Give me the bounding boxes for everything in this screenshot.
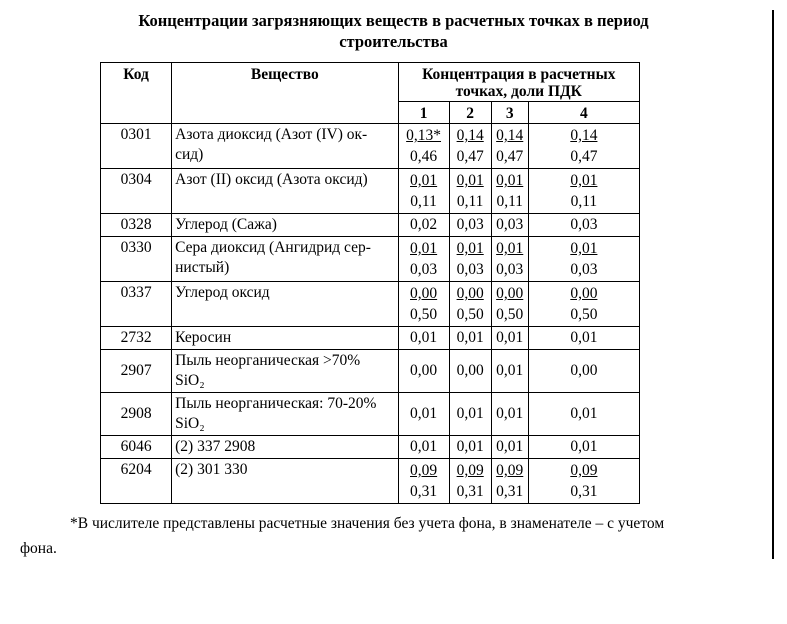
concentration-value-cell (528, 459, 639, 504)
document-title (20, 10, 767, 52)
point-column-header: 3 (491, 102, 528, 124)
table-row (101, 282, 640, 327)
value-with-background: 0,31 (456, 483, 484, 500)
concentration-value-cell (491, 282, 528, 327)
concentration-value-cell: 0,01 (528, 436, 639, 459)
value-with-background: 0,11 (496, 193, 523, 210)
value-without-background: 0,13* (406, 127, 442, 144)
value-with-background: 0,50 (410, 306, 438, 323)
substance-code-cell: 2907 (101, 350, 172, 393)
concentration-value-cell (528, 169, 639, 214)
concentration-value-cell: 0,01 (491, 350, 528, 393)
value-without-background: 0,09 (496, 462, 524, 479)
concentration-value-cell: 0,01 (398, 393, 449, 436)
table-row (101, 393, 640, 436)
concentration-value-cell: 0,01 (449, 327, 491, 350)
value-with-background: 0,31 (496, 483, 524, 500)
concentration-value-cell: 0,01 (449, 393, 491, 436)
substance-name-cell: Керосин (172, 327, 398, 350)
substance-code-cell: 0304 (101, 169, 172, 214)
substance-name-cell: Углерод оксид (172, 282, 398, 327)
value-without-background: 0,14 (456, 127, 484, 144)
concentration-value-cell: 0,01 (398, 436, 449, 459)
value-without-background: 0,00 (456, 285, 484, 302)
substance-name-cell: Сера диоксид (Ангидрид сер- нистый) (172, 237, 398, 282)
value-without-background: 0,14 (496, 127, 524, 144)
concentration-value-cell: 0,00 (398, 350, 449, 393)
concentration-value-cell (491, 237, 528, 282)
table-row (101, 169, 640, 214)
concentration-value-cell (528, 124, 639, 169)
value-with-background: 0,47 (570, 148, 598, 165)
value-with-background: 0,11 (410, 193, 437, 210)
concentration-value-cell (449, 282, 491, 327)
substance-name-cell: Азот (II) оксид (Азота оксид) (172, 169, 398, 214)
concentration-value-cell (491, 459, 528, 504)
footnote (20, 511, 767, 561)
value-with-background: 0,11 (570, 193, 598, 210)
document-title-line1: Концентрации загрязняющих веществ в расчетных точках в период (138, 11, 649, 30)
concentration-value-cell: 0,00 (528, 350, 639, 393)
substance-code-cell: 0301 (101, 124, 172, 169)
concentration-value-cell (449, 169, 491, 214)
substance-name-cell: Азота диоксид (Азот (IV) ок- сид) (172, 124, 398, 169)
value-with-background: 0,11 (456, 193, 484, 210)
value-with-background: 0,47 (496, 148, 524, 165)
table-row (101, 124, 640, 169)
substance-name-cell: (2) 301 330 (172, 459, 398, 504)
concentration-value-cell (449, 237, 491, 282)
substance-code-cell: 2732 (101, 327, 172, 350)
value-with-background: 0,50 (456, 306, 484, 323)
concentration-value-cell: 0,01 (491, 436, 528, 459)
concentration-value-cell: 0,00 (449, 350, 491, 393)
concentration-value-cell (398, 237, 449, 282)
table-row (101, 327, 640, 350)
value-with-background: 0,03 (410, 261, 438, 278)
concentration-value-cell: 0,02 (398, 214, 449, 237)
concentration-value-cell (491, 169, 528, 214)
concentration-value-cell (398, 459, 449, 504)
concentration-value-cell (449, 124, 491, 169)
pollutant-concentration-table (100, 62, 640, 504)
concentration-value-cell (449, 459, 491, 504)
concentration-value-cell: 0,01 (528, 393, 639, 436)
header-substance: Вещество (172, 63, 398, 124)
value-with-background: 0,03 (496, 261, 524, 278)
concentration-value-cell: 0,03 (528, 214, 639, 237)
value-with-background: 0,50 (570, 306, 598, 323)
concentration-value-cell (528, 237, 639, 282)
value-without-background: 0,00 (570, 285, 598, 302)
substance-code-cell: 6046 (101, 436, 172, 459)
substance-name-cell: Углерод (Сажа) (172, 214, 398, 237)
value-without-background: 0,09 (410, 462, 438, 479)
concentration-value-cell: 0,01 (491, 393, 528, 436)
concentration-value-cell: 0,03 (491, 214, 528, 237)
value-without-background: 0,01 (410, 172, 438, 189)
value-without-background: 0,00 (410, 285, 438, 302)
value-with-background: 0,50 (496, 306, 524, 323)
table-row (101, 436, 640, 459)
value-without-background: 0,01 (456, 240, 484, 257)
substance-code-cell: 0337 (101, 282, 172, 327)
value-without-background: 0,01 (570, 240, 598, 257)
value-without-background: 0,01 (496, 240, 524, 257)
concentration-value-cell (528, 282, 639, 327)
table-row (101, 459, 640, 504)
footnote-text: *В числителе представлены расчетные значения без учета фона, в знаменателе – с учетом фона. (20, 515, 665, 557)
table-row (101, 214, 640, 237)
value-without-background: 0,09 (570, 462, 598, 479)
substance-name-cell: (2) 337 2908 (172, 436, 398, 459)
substance-code-cell: 2908 (101, 393, 172, 436)
point-column-header: 1 (398, 102, 449, 124)
concentration-value-cell: 0,01 (449, 436, 491, 459)
value-with-background: 0,03 (456, 261, 484, 278)
substance-name-cell: Пыль неорганическая: 70-20% SiO₂ (172, 393, 398, 436)
concentration-value-cell: 0,01 (491, 327, 528, 350)
value-without-background: 0,01 (496, 172, 524, 189)
point-column-header: 4 (528, 102, 639, 124)
value-without-background: 0,09 (456, 462, 484, 479)
page-edge-line (772, 10, 774, 559)
concentration-value-cell: 0,01 (398, 327, 449, 350)
point-column-header: 2 (449, 102, 491, 124)
value-with-background: 0,47 (456, 148, 484, 165)
document-title-line2: строительства (339, 32, 448, 51)
value-without-background: 0,14 (570, 127, 598, 144)
table-header-row (101, 63, 640, 102)
value-without-background: 0,01 (456, 172, 484, 189)
concentration-value-cell (491, 124, 528, 169)
substance-name-cell: Пыль неорганическая >70% SiO₂ (172, 350, 398, 393)
substance-code-cell: 0330 (101, 237, 172, 282)
substance-code-cell: 6204 (101, 459, 172, 504)
value-without-background: 0,01 (570, 172, 598, 189)
concentration-value-cell (398, 169, 449, 214)
value-with-background: 0,31 (570, 483, 598, 500)
value-with-background: 0,03 (570, 261, 598, 278)
header-code: Код (101, 63, 172, 124)
value-without-background: 0,00 (496, 285, 524, 302)
table-row (101, 350, 640, 393)
concentration-value-cell (398, 282, 449, 327)
concentration-value-cell: 0,01 (528, 327, 639, 350)
concentration-value-cell: 0,03 (449, 214, 491, 237)
value-with-background: 0,31 (410, 483, 438, 500)
value-with-background: 0,46 (410, 148, 438, 165)
substance-code-cell: 0328 (101, 214, 172, 237)
table-row (101, 237, 640, 282)
concentration-value-cell (398, 124, 449, 169)
header-concentration: Концентрация в расчетных точках, доли ПДК (398, 63, 639, 102)
value-without-background: 0,01 (410, 240, 438, 257)
